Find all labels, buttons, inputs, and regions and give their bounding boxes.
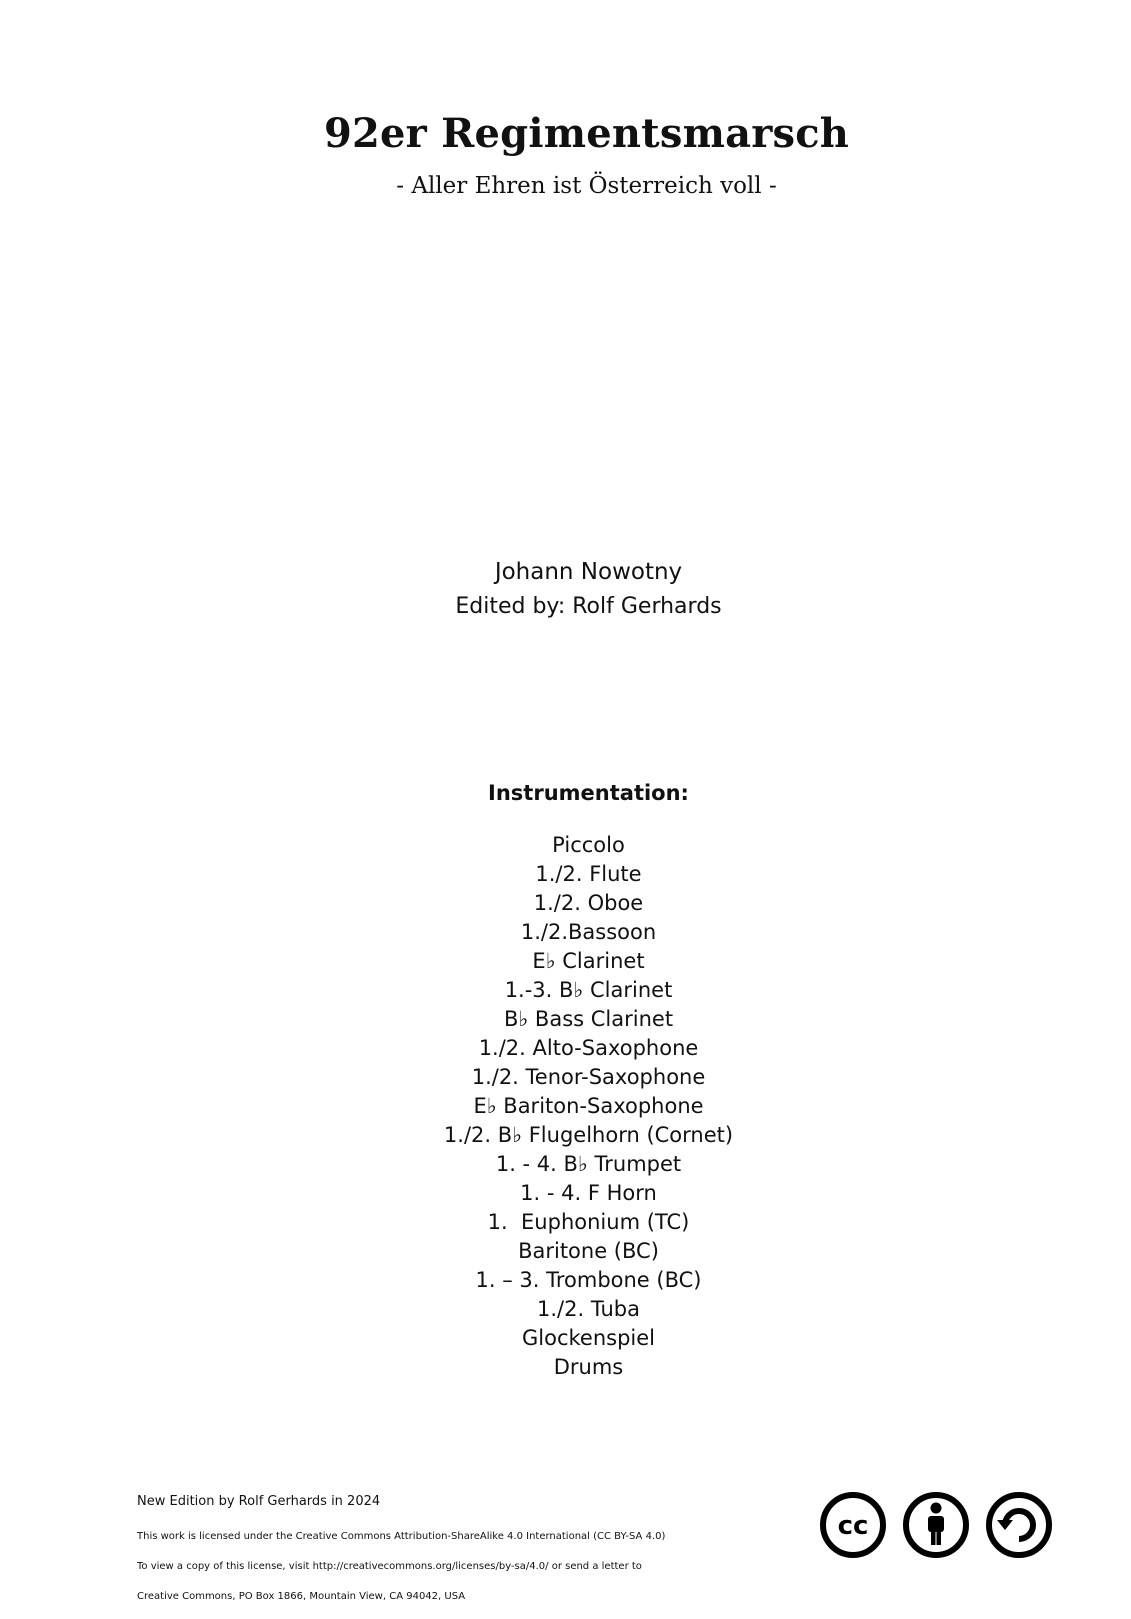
sa-icon (984, 1490, 1054, 1560)
license-text (137, 1514, 757, 1619)
instrument-item: 1. - 4. B♭ Trumpet (495, 1152, 682, 1176)
instrument-item: 1./2. Tenor-Saxophone (471, 1065, 706, 1089)
instrumentation-heading: Instrumentation: (488, 781, 689, 805)
page-title: 92er Regimentsmarsch (323, 110, 850, 157)
by-icon (901, 1490, 971, 1560)
instrument-item: E♭ Bariton-Saxophone (473, 1094, 704, 1118)
instrument-item: 1. – 3. Trombone (BC) (475, 1268, 702, 1292)
instrument-item: 1. Euphonium (TC) (487, 1210, 690, 1234)
instrumentation-list (0, 831, 1131, 1382)
page-subtitle: - Aller Ehren ist Österreich voll - (396, 173, 777, 199)
composer-name: Johann Nowotny (494, 559, 683, 585)
cc-icon-letters: cc (837, 1511, 869, 1541)
instrument-item: Baritone (BC) (518, 1239, 659, 1263)
instrument-item: Drums (553, 1355, 624, 1379)
instrument-item: 1./2. Alto-Saxophone (478, 1036, 699, 1060)
editor-credit: Edited by: Rolf Gerhards (455, 594, 722, 619)
instrument-item: 1./2. Oboe (533, 891, 644, 915)
instrument-item: 1.-3. B♭ Clarinet (504, 978, 673, 1002)
cc-icon (818, 1490, 888, 1560)
instrument-item: 1./2. Tuba (537, 1297, 640, 1321)
instrument-item: 1. - 4. F Horn (520, 1181, 657, 1205)
instrument-item: Glockenspiel (521, 1326, 655, 1350)
license-icons (818, 1490, 1054, 1560)
instrument-item: Piccolo (552, 833, 625, 857)
license-line: Creative Commons, PO Box 1866, Mountain View, CA 94042, USA (137, 1591, 466, 1602)
instrument-item: 1./2. B♭ Flugelhorn (Cornet) (443, 1123, 734, 1147)
license-line: This work is licensed under the Creative Commons Attribution-ShareAlike 4.0 International (CC BY-SA 4.0) (137, 1531, 666, 1542)
edition-note: New Edition by Rolf Gerhards in 2024 (137, 1494, 381, 1509)
license-line: To view a copy of this license, visit http://creativecommons.org/licenses/by-sa/4.0/ or send a letter to (137, 1561, 642, 1572)
instrument-item: 1./2.Bassoon (520, 920, 657, 944)
instrument-item: E♭ Clarinet (532, 949, 645, 973)
instrument-item: B♭ Bass Clarinet (503, 1007, 674, 1031)
instrument-item: 1./2. Flute (535, 862, 642, 886)
